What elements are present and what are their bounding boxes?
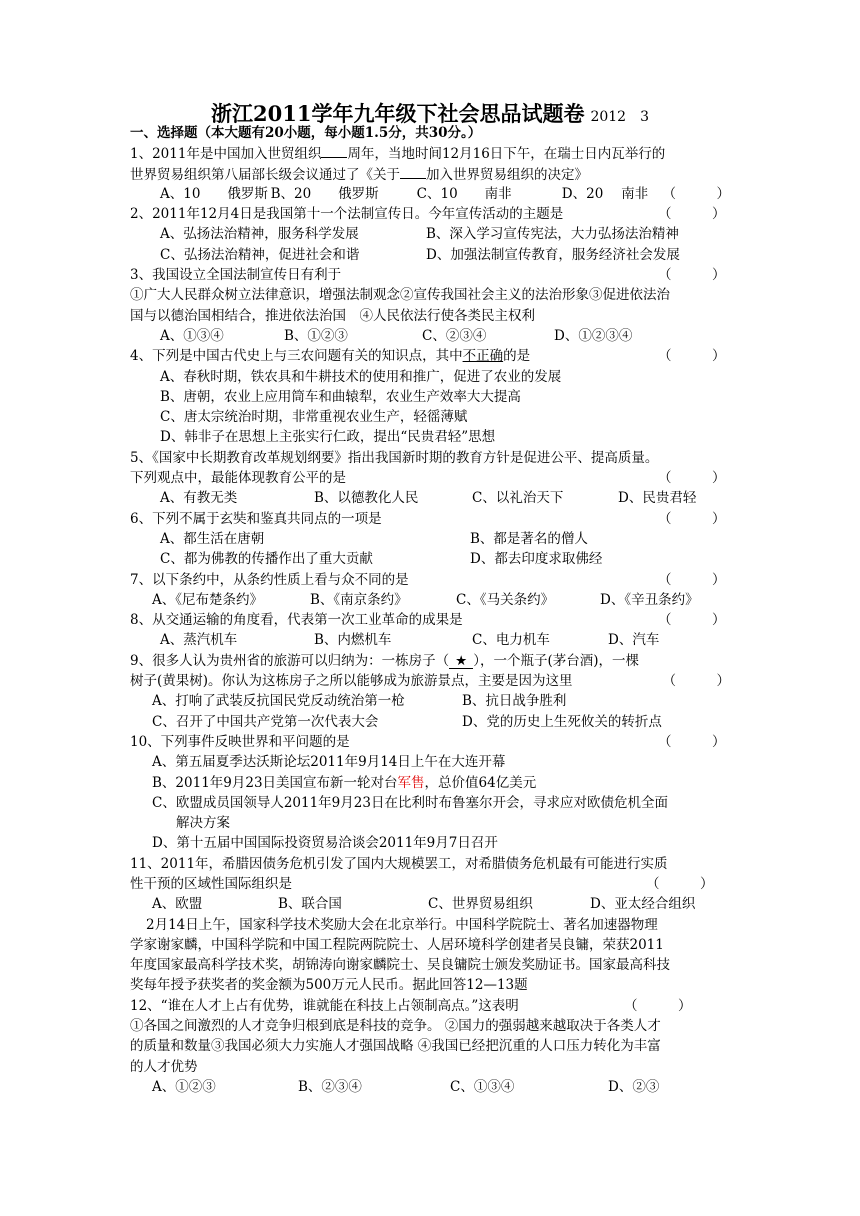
question-10-stem [130, 732, 730, 752]
option-a: A、第五届夏季达沃斯论坛2011年9月14日上午在大连开幕 [152, 754, 506, 771]
option-b: B、20 俄罗斯 [270, 185, 379, 202]
question-6-options-cd [130, 549, 730, 569]
q4-text-b: 的是 [503, 348, 531, 365]
question-7-stem [130, 570, 730, 590]
option-c: C、以礼治天下 [472, 490, 564, 507]
q10-text: 10、下列事件反映世界和平问题的是 [130, 733, 350, 750]
question-12-line-4: 的人才优势 [130, 1058, 198, 1075]
question-4-stem [130, 346, 730, 366]
question-9-options-cd [130, 712, 730, 732]
q1-text-a: 1、2011年是中国加入世贸组织 [130, 146, 322, 163]
q6-text: 6、下列不属于玄奘和鉴真共同点的一项是 [130, 510, 382, 527]
answer-paren: （ ） [658, 612, 726, 629]
q9-text-c: 树子(黄果树)。你认为这栋房子之所以能够成为旅游景点，主要是因为这里 [130, 673, 573, 690]
q3-text: 3、我国设立全国法制宣传日有利于 [130, 267, 342, 284]
option-a: A、打响了武装反抗国民党反动统治第一枪 [152, 693, 405, 710]
option-a: A、《尼布楚条约》 [152, 591, 263, 608]
option-d: D、民贵君轻 [618, 490, 697, 507]
question-9-options-ab [130, 691, 730, 711]
option-a: A、①③④ [160, 327, 224, 344]
option-b [130, 773, 730, 793]
q1-text-c: 世界贸易组织第八届部长级会议通过了《关于 [130, 166, 400, 183]
option-c: C、电力机车 [472, 632, 550, 649]
question-5-line-2 [130, 468, 730, 488]
option-d: D、汽车 [608, 632, 660, 649]
option-c-continued: 解决方案 [176, 815, 230, 832]
option-d: D、第十五届中国国际投资贸易洽谈会2011年9月7日召开 [152, 835, 498, 852]
option-b: B、都是著名的僧人 [470, 530, 588, 547]
option-a: A、都生活在唐朝 [160, 530, 265, 547]
answer-paren: （ ） [658, 206, 726, 223]
q4-underlined: 不正确 [462, 348, 504, 365]
question-3-line-2: ①广大人民群众树立法律意识，增强法制观念②宣传我国社会主义的法治形象③促进依法治 [130, 287, 670, 304]
option-d: D、韩非子在思想上主张实行仁政，提出“民贵君轻”思想 [160, 429, 496, 446]
question-6-stem [130, 509, 730, 529]
question-11-line-1: 11、2011年，希腊因债务危机引发了国内大规模罢工，对希腊债务危机最有可能进行实质 [130, 855, 668, 872]
answer-paren: （ ） [662, 185, 730, 202]
question-12-options [130, 1077, 730, 1097]
material-line-2: 学家谢家麟，中国科学院和中国工程院两院院士、人居环境科学创建者吴良镛，荣获2011 [130, 936, 664, 953]
question-9-line-1 [130, 651, 730, 671]
title-date: 2012 3 [590, 109, 649, 125]
option-b: B、抗日战争胜利 [462, 693, 567, 710]
option-b: B、《南京条约》 [310, 591, 408, 608]
material-line-4: 奖每年授予获奖者的奖金额为500万元人民币。据此回答12—13题 [130, 977, 528, 994]
option-d: D、20 南非 [561, 185, 649, 202]
option-b: B、②③④ [298, 1078, 362, 1095]
option-a: A、春秋时期，铁农具和牛耕技术的使用和推广，促进了农业的发展 [160, 368, 562, 385]
q8-text: 8、从交通运输的角度看，代表第一次工业革命的成果是 [130, 612, 463, 629]
question-9-line-2 [130, 671, 730, 691]
option-b: B、①②③ [284, 327, 348, 344]
answer-paren: （ ） [658, 571, 726, 588]
question-2-options-ab [130, 224, 730, 244]
option-c: C、欧盟成员国领导人2011年9月23日在比利时布鲁塞尔开会，寻求应对欧债危机全面 [152, 794, 668, 811]
section-heading: 一、选择题（本大题有20小题，每小题1.5分，共30分。） [130, 125, 482, 141]
option-a: A、蒸汽机车 [160, 632, 238, 649]
question-3-options [130, 326, 730, 346]
q1-text-d: 加入世界贸易组织的决定》 [426, 166, 588, 183]
answer-paren: （ ） [658, 470, 726, 487]
answer-paren: （ ） [658, 267, 726, 284]
answer-paren: （ ） [658, 733, 726, 750]
q2-text: 2、2011年12月4日是我国第十一个法制宣传日。今年宣传活动的主题是 [130, 206, 564, 223]
option-c: C、《马关条约》 [456, 591, 555, 608]
option-a: A、10 俄罗斯 [160, 185, 268, 202]
answer-paren: （ ） [658, 510, 726, 527]
option-d: D、《辛丑条约》 [600, 591, 699, 608]
option-a: A、欧盟 [152, 896, 203, 913]
question-1-line-2 [130, 164, 730, 184]
option-b: B、联合国 [278, 896, 342, 913]
option-b: B、唐朝，农业上应用筒车和曲辕犁，农业生产效率大大提高 [160, 388, 521, 405]
question-7-options [130, 590, 730, 610]
star-icon: ★ [449, 654, 473, 669]
option-a: A、①②③ [152, 1078, 216, 1095]
question-2-options-cd [130, 245, 730, 265]
option-c: C、唐太宗统治时期，非常重视农业生产，轻徭薄赋 [160, 409, 468, 426]
option-a: A、有教无类 [160, 490, 238, 507]
question-6-options-ab [130, 529, 730, 549]
question-5-options [130, 488, 730, 508]
title-text: 浙江2011学年九年级下社会思品试题卷 [211, 101, 585, 126]
answer-blank [400, 164, 426, 179]
q10-b-text-a: B、2011年9月23日美国宣布新一轮对台 [152, 774, 398, 791]
option-c: C、召开了中国共产党第一次代表大会 [152, 713, 379, 730]
material-line-1: 2月14日上午，国家科学技术奖励大会在北京举行。中国科学院院士、著名加速器物理 [146, 916, 658, 933]
option-d: D、亚太经合组织 [590, 896, 696, 913]
q1-text-b: 周年，当地时间12月16日下午，在瑞士日内瓦举行的 [347, 146, 666, 163]
question-1-line-1 [130, 143, 730, 163]
question-1-options [130, 184, 730, 204]
material-line-3: 年度国家最高科学技术奖，胡锦涛向谢家麟院士、吴良镛院士颁发奖励证书。国家最高科技 [130, 957, 670, 974]
question-12-stem [130, 996, 730, 1016]
q9-text-a: 9、很多人认为贵州省的旅游可以归纳为：一栋房子（ [130, 652, 450, 669]
question-11-line-2 [130, 874, 730, 894]
option-b: B、深入学习宣传宪法，大力弘扬法治精神 [426, 226, 679, 243]
answer-paren: （ ） [658, 348, 726, 365]
question-8-stem [130, 610, 730, 630]
option-d: D、都去印度求取佛经 [470, 551, 603, 568]
answer-blank [321, 143, 347, 158]
option-a: A、弘扬法治精神，服务科学发展 [160, 226, 359, 243]
option-c: C、世界贸易组织 [428, 896, 533, 913]
q9-text-b: ），一个瓶子(茅台酒)，一棵 [473, 652, 639, 669]
option-c: C、②③④ [422, 327, 487, 344]
option-c: C、都为佛教的传播作出了重大贡献 [160, 551, 373, 568]
q10-b-text-b: ，总价值64亿美元 [424, 774, 537, 791]
option-d: D、党的历史上生死攸关的转折点 [462, 713, 662, 730]
answer-paren: （ ） [662, 673, 730, 690]
option-d: D、②③ [608, 1078, 660, 1095]
option-c: C、10 南非 [416, 185, 512, 202]
option-c: C、①③④ [450, 1078, 515, 1095]
question-11-options [130, 894, 730, 914]
question-2-stem [130, 204, 730, 224]
question-12-line-2: ①各国之间激烈的人才竞争归根到底是科技的竞争。 ②国力的强弱越来越取决于各类人才 [130, 1018, 661, 1035]
question-3-line-3: 国与以德治国相结合，推进依法治国 ④人民依法行使各类民主权利 [130, 307, 535, 324]
question-12-line-3: 的质量和数量③我国必须大力实施人才强国战略 ④我国已经把沉重的人口压力转化为丰富 [130, 1038, 661, 1055]
q4-text-a: 4、下列是中国古代史上与三农问题有关的知识点，其中 [130, 348, 463, 365]
option-b: B、内燃机车 [314, 632, 392, 649]
q10-b-highlight: 军售 [397, 774, 425, 791]
answer-paren: （ ） [646, 875, 714, 892]
option-d: D、加强法制宣传教育，服务经济社会发展 [426, 246, 680, 263]
q11-text: 性干预的区域性国际组织是 [130, 875, 292, 892]
question-5-line-1: 5、《国家中长期教育改革规划纲要》指出我国新时期的教育方针是促进公平、提高质量。 [130, 449, 659, 466]
question-3-stem [130, 265, 730, 285]
answer-paren: （ ） [624, 997, 692, 1014]
option-c: C、弘扬法治精神，促进社会和谐 [160, 246, 360, 263]
q12-text: 12、“谁在人才上占有优势，谁就能在科技上占领制高点。”这表明 [130, 997, 519, 1014]
exam-content [130, 123, 730, 1097]
q7-text: 7、以下条约中，从条约性质上看与众不同的是 [130, 571, 409, 588]
q5-text: 下列观点中，最能体现教育公平的是 [130, 470, 346, 487]
option-d: D、①②③④ [554, 327, 633, 344]
option-b: B、以德教化人民 [314, 490, 419, 507]
question-8-options [130, 630, 730, 650]
